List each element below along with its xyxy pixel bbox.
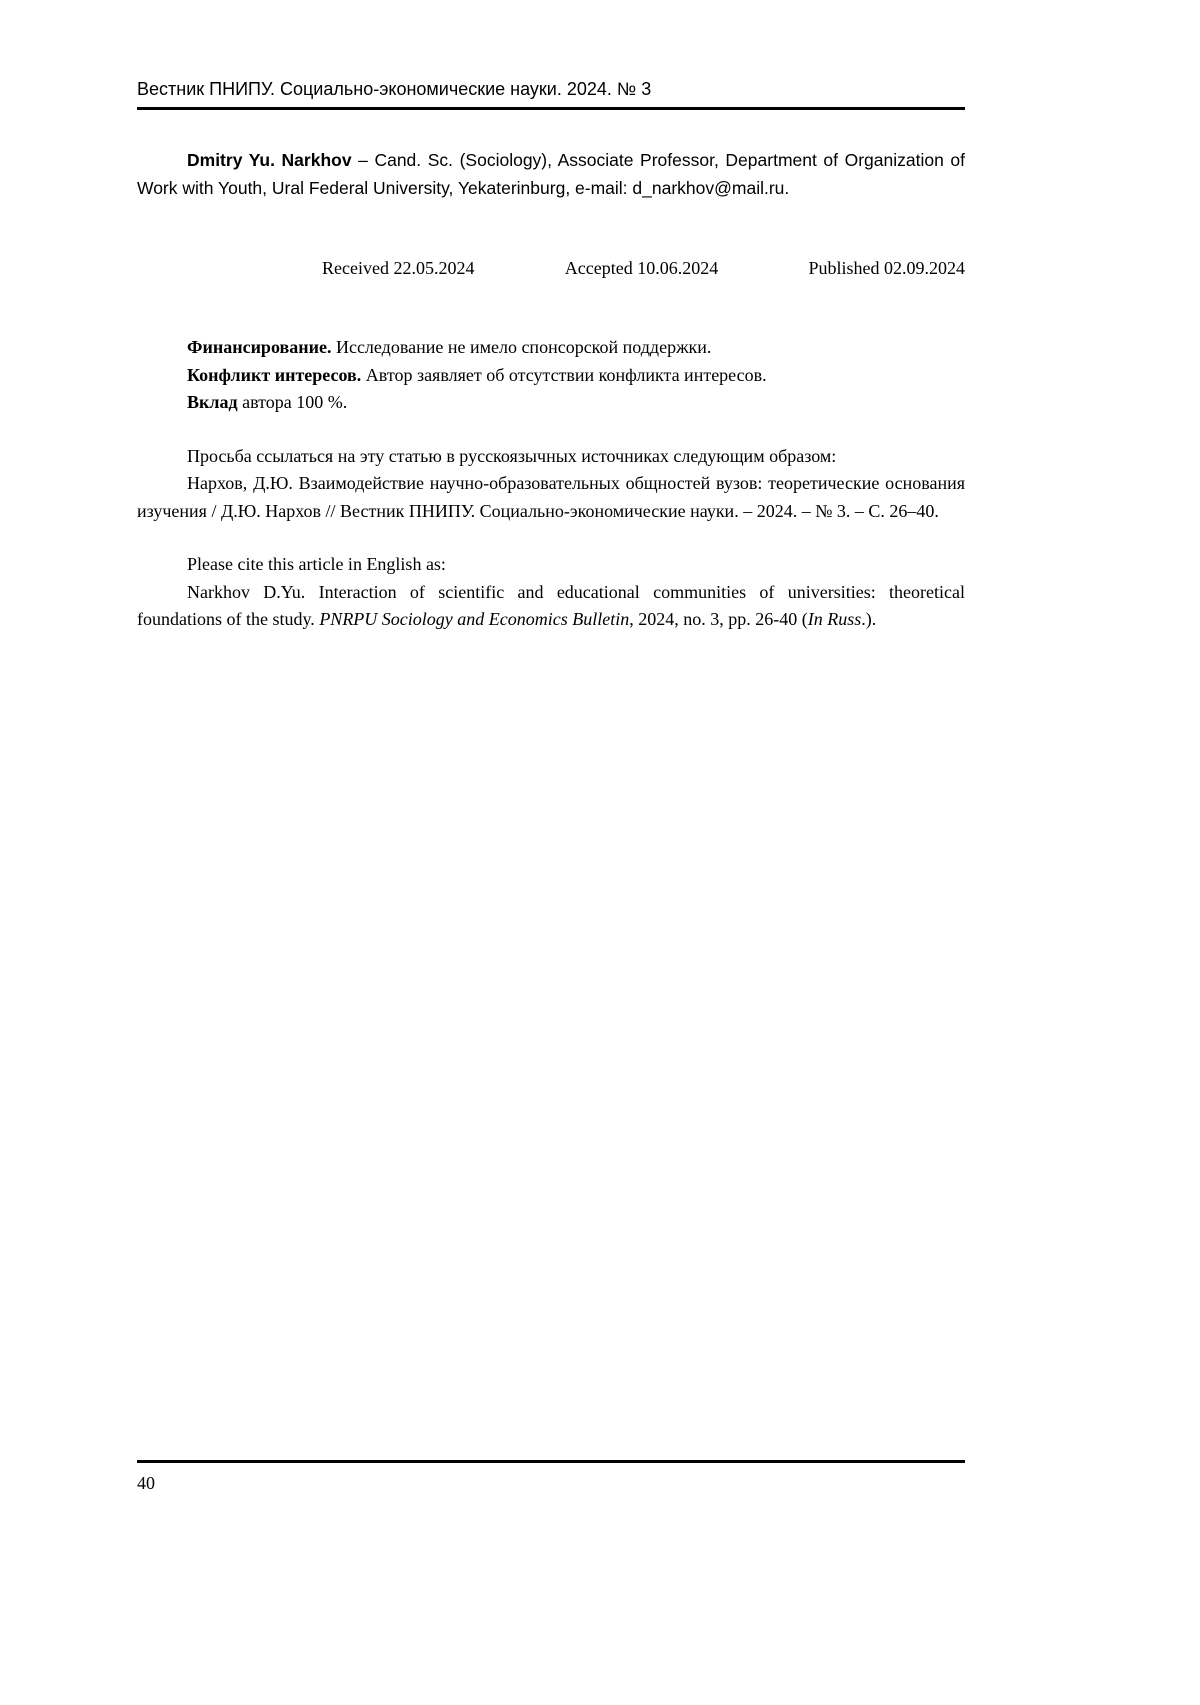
funding-label: Финансирование. (187, 337, 332, 357)
citation-en-intro: Please cite this article in English as: (187, 554, 446, 574)
citation-en-text-middle: , 2024, no. 3, pp. 26-40 ( (629, 609, 808, 629)
citation-en-text-start: Narkhov D.Yu. Interaction of scientific and educational communities of universities: theoretical foundations of the study. (137, 581, 965, 629)
citation-en-in-russ: In Russ (807, 609, 862, 629)
conflict-label: Конфликт интересов. (187, 364, 362, 385)
contribution-text: автора 100 %. (242, 392, 348, 412)
author-info (137, 146, 965, 202)
statements-block (137, 334, 965, 417)
received-date: Received 22.05.2024 (322, 258, 475, 278)
citation-en-journal-title: PNRPU Sociology and Economics Bulletin (319, 609, 630, 629)
contribution-label: Вклад (187, 392, 238, 412)
page-content (137, 0, 965, 634)
conflict-text: Автор заявляет об отсутствии конфликта интересов. (365, 364, 767, 385)
author-details: – Cand. Sc. (Sociology), Associate Professor, Department of Organization of Work with Youth, Ural Federal University, Yekaterinburg, e-mail: d_narkhov@mail.ru. (137, 150, 966, 198)
citation-ru-body: Нархов, Д.Ю. Взаимодействие научно-образовательных общностей вузов: теоретические основания изучения / Д.Ю. Нархов // Вестник ПНИПУ. Социально-экономические науки. – 2024. – № 3. – С. 26–40. (137, 473, 965, 521)
author-name: Dmitry Yu. Narkhov (187, 150, 352, 170)
article-dates (137, 256, 965, 280)
running-head: Вестник ПНИПУ. Социально-экономические науки. 2024. № 3 (137, 79, 652, 99)
published-date: Published 02.09.2024 (808, 258, 965, 278)
footer-rule (137, 1460, 965, 1463)
page-number: 40 (137, 1473, 155, 1493)
citation-en-body (137, 579, 965, 634)
contribution-statement (137, 389, 965, 417)
citation-en-text-end: .). (861, 609, 877, 629)
page-footer (137, 1460, 965, 1494)
citation-ru-intro: Просьба ссылаться на эту статью в русскоязычных источниках следующим образом: (187, 445, 837, 466)
conflict-statement (137, 362, 965, 390)
accepted-date: Accepted 10.06.2024 (564, 258, 719, 278)
funding-statement (137, 334, 965, 362)
funding-text: Исследование не имело спонсорской поддержки. (335, 337, 712, 357)
header-rule (137, 107, 965, 110)
